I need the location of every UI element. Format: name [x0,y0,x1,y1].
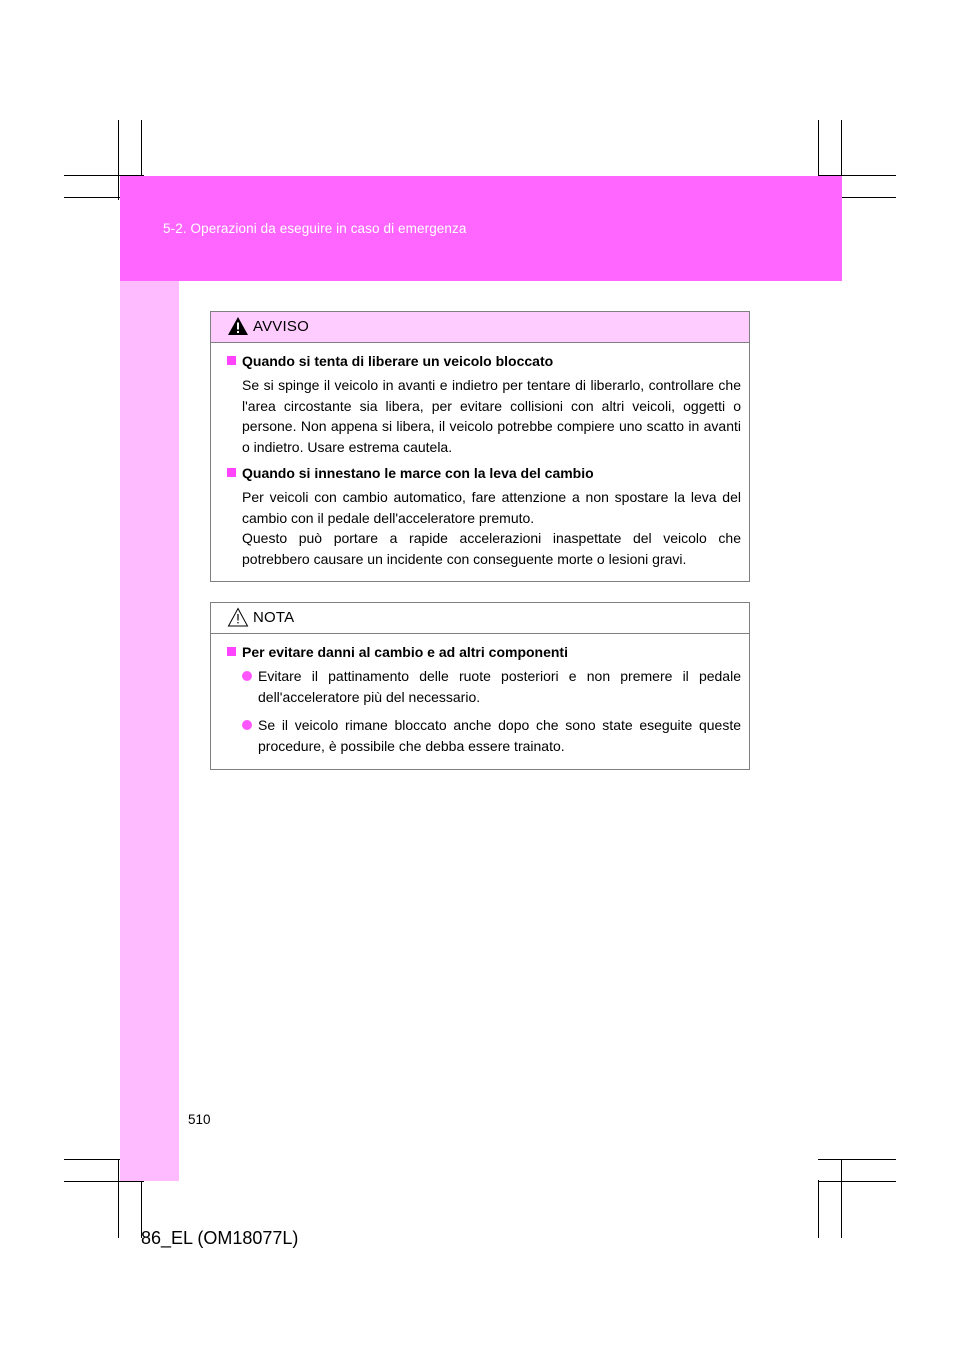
avviso-label: AVVISO [253,318,309,335]
square-bullet-icon [227,356,236,365]
list-item-text: Se il veicolo rimane bloccato anche dopo che sono state eseguite queste procedure, è possibile che debba essere trainato. [258,717,741,754]
item-title-text: Per evitare danni al cambio e ad altri componenti [242,644,568,660]
list-item-text: Evitare il pattinamento delle ruote posteriori e non premere il pedale dell'acceleratore più del necessario. [258,668,741,705]
crop-mark [841,1160,842,1238]
nota-header [211,603,749,634]
avviso-body [211,343,749,569]
warning-triangle-filled-icon [227,316,249,336]
round-bullet-icon [242,671,252,681]
avviso-item-text: Per veicoli con cambio automatico, fare attenzione a non spostare la leva del cambio con il pedale dell'acceleratore premuto. [242,489,741,526]
round-bullet-icon [242,720,252,730]
square-bullet-icon [227,647,236,656]
avviso-item-title [227,353,741,369]
item-title-text: Quando si tenta di liberare un veicolo bloccato [242,353,554,369]
avviso-item-title [227,465,741,481]
crop-mark [64,1181,144,1182]
avviso-item-text: Se si spinge il veicolo in avanti e indietro per tentare di liberarlo, controllare che l'area circostante sia libera, per evitare collisioni con altri veicoli, oggetti o persone. Non appena si libera, il veicolo potrebbe compiere uno scatto in avanti o indietro. Usare estrema cautela. [242,377,741,455]
nota-item-title [227,644,741,660]
crop-mark [118,120,119,200]
side-band [120,281,179,1181]
avviso-header [211,312,749,343]
avviso-box [210,311,750,582]
list-item [242,666,741,707]
footer-code: 86_EL (OM18077L) [141,1228,299,1248]
page-number: 510 [188,1112,211,1127]
list-item [242,715,741,756]
nota-label: NOTA [253,609,295,626]
nota-body [211,634,749,756]
square-bullet-icon [227,468,236,477]
warning-triangle-outline-icon [227,607,249,627]
crop-mark [818,1180,819,1238]
item-title-text: Quando si innestano le marce con la leva del cambio [242,465,594,481]
section-title: 5-2. Operazioni da eseguire in caso di emergenza [163,221,467,236]
crop-mark [818,1181,896,1182]
avviso-item-text: Questo può portare a rapide accelerazioni inaspettate del veicolo che potrebbero causare un incidente con conseguente morte o lesioni gravi. [242,530,741,567]
crop-mark [118,1160,119,1238]
nota-box [210,602,750,770]
crop-mark [818,1159,896,1160]
